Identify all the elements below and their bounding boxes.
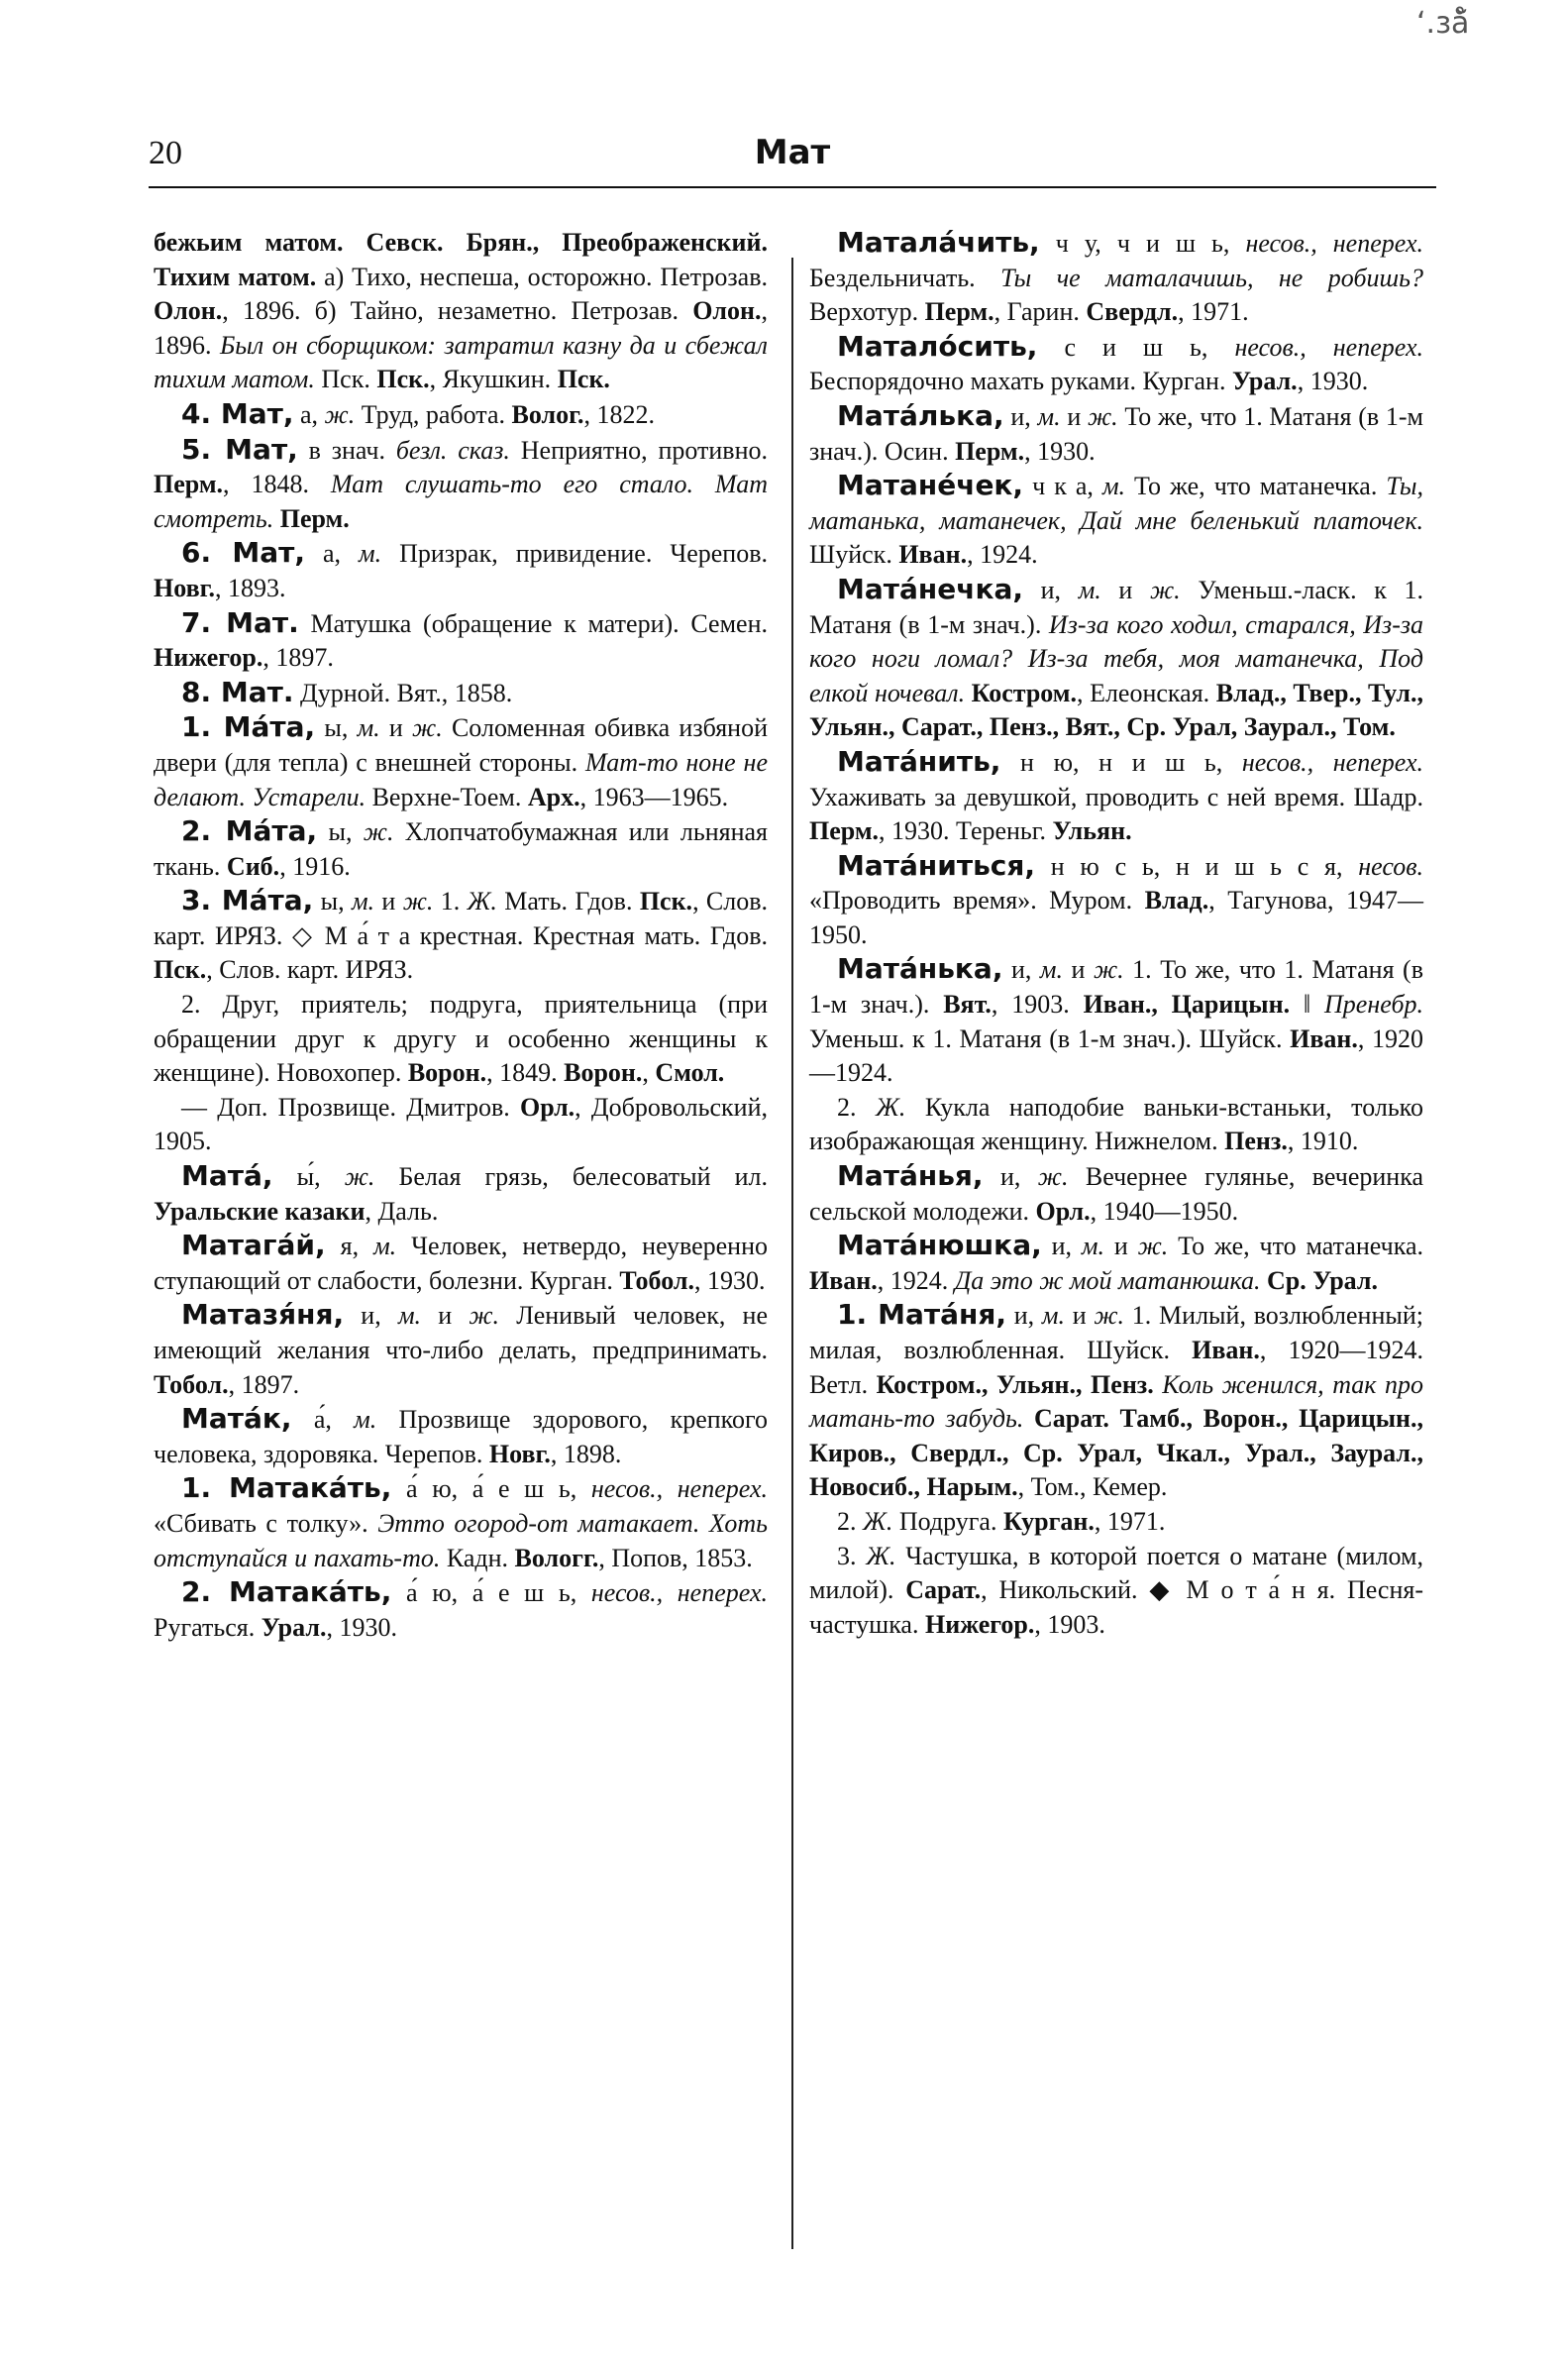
entry-headword: Мата́нюшка, — [837, 1229, 1042, 1262]
entry-text: , — [642, 1058, 656, 1088]
entry-headword: 2. Матака́ть, — [181, 1575, 392, 1609]
entry-text: Ж. — [876, 1092, 906, 1122]
entry-text: н ю, н и ш ь, — [1000, 747, 1242, 777]
entry-text: а) Тихо, неспеша, осторожно. Петрозав. — [316, 262, 768, 291]
entry-headword: Мата́нья, — [837, 1159, 984, 1193]
entry-text: 1. То же, что 1. Матаня (в 1-м знач.). — [809, 955, 1423, 1020]
entry-text: и — [421, 1301, 470, 1331]
entry-text: м. — [1039, 955, 1064, 985]
entry-text: ч к а, — [1023, 472, 1102, 501]
entry-headword: Мата́лька, — [837, 398, 1004, 432]
entry-text: Ты, матанька, матанечек, Дай мне беленький платочек. — [809, 472, 1424, 535]
entry-text: и — [1100, 575, 1150, 604]
entry-text: Матушка (обращение к матери). Семен. — [298, 608, 769, 638]
entry-text: я, — [325, 1232, 374, 1261]
entry-text: Был он сборщиком: затратил казну да и сбежал тихим матом. — [154, 330, 769, 394]
dictionary-entry — [809, 1298, 1423, 1505]
entry-text: , 1920—1924. Ветл. — [809, 1336, 1423, 1399]
entry-text: Уменьш. к 1. Матаня (в 1-м знач.). Шуйск. — [809, 1023, 1291, 1053]
entry-text: ы, — [317, 817, 364, 847]
entry-text: ж. — [1149, 575, 1181, 604]
entry-text: Ругаться. — [154, 1612, 261, 1642]
entry-text: и — [379, 713, 413, 743]
right-column — [809, 226, 1423, 1642]
entry-text: 2. — [837, 1506, 863, 1536]
dictionary-entry — [809, 952, 1423, 1090]
entry-text: , Елеонская. — [1077, 678, 1216, 707]
dictionary-entry — [809, 226, 1423, 330]
entry-text: Вят. — [943, 990, 992, 1020]
entry-text: , 1849. — [486, 1058, 565, 1088]
dictionary-entry — [809, 573, 1423, 745]
entry-text: Мать. Гдов. — [496, 887, 640, 916]
entry-text: , Даль. — [365, 1196, 439, 1226]
entry-headword: Мата́нька, — [837, 952, 1003, 986]
entry-text: Нижегор. — [154, 643, 263, 673]
entry-text: , Том., Кемер. — [1017, 1472, 1168, 1502]
entry-text: и, — [983, 1162, 1038, 1192]
entry-text: м. — [357, 713, 380, 743]
entry-text: , 1897. — [262, 643, 334, 673]
entry-text: , 1896. — [154, 296, 768, 360]
entry-text: Пенз. — [1224, 1127, 1288, 1156]
entry-text: Неприятно, противно. — [509, 435, 768, 465]
dictionary-entry — [154, 1402, 768, 1471]
corner-mark: ‘.зå̆ — [1416, 6, 1470, 41]
entry-text: Орл. — [1035, 1196, 1091, 1226]
entry-headword: Матазя́ня, — [181, 1298, 345, 1332]
left-column — [154, 226, 768, 1645]
column-divider — [791, 258, 793, 2249]
entry-text: , Слов. карт. ИРЯЗ. ◇ М а́ т а крестная. Крестная мать. Гдов. — [154, 887, 769, 950]
entry-text: Свердл. — [1086, 297, 1179, 327]
entry-text: а́ ю, а́ е ш ь, — [391, 1474, 591, 1504]
entry-text: Да это ж мой матанюшка. — [954, 1265, 1261, 1295]
entry-text: м. — [354, 1405, 377, 1435]
entry-text: Урал. — [261, 1612, 327, 1642]
entry-text: Белая грязь, белесоватый ил. — [374, 1162, 768, 1192]
entry-text: Беспорядочно махать руками. Курган. — [809, 367, 1232, 396]
entry-text: и — [374, 887, 403, 916]
entry-text: , Якушкин. — [429, 365, 558, 394]
entry-text: а́ ю, а́ е ш ь, — [391, 1578, 591, 1608]
entry-text: м. — [1078, 575, 1101, 604]
entry-text: , 1848. — [223, 470, 331, 499]
entry-headword: Матане́чек, — [837, 469, 1024, 502]
entry-text: , 1898. — [550, 1439, 622, 1468]
entry-text: Иван. — [898, 540, 968, 570]
entry-text: Сарат. — [905, 1575, 982, 1605]
entry-text: Ср. Урал. — [1267, 1265, 1378, 1295]
entry-text: , 1930. — [326, 1612, 397, 1642]
entry-text: , 1930. — [1297, 367, 1369, 396]
entry-text: , Гарин. — [993, 297, 1087, 327]
entry-text: , 1896. б) Тайно, незаметно. Петрозав. — [222, 296, 693, 326]
entry-text: н ю с ь, н и ш ь с я, — [1035, 851, 1359, 881]
entry-text: , 1893. — [215, 573, 286, 602]
entry-text: м. — [359, 539, 382, 569]
entry-text: Иван. — [1192, 1336, 1260, 1364]
entry-text: несов., неперех. — [1245, 229, 1423, 258]
entry-text: и — [1063, 955, 1094, 985]
entry-text: а, — [304, 539, 359, 569]
entry-text: Перм. — [809, 816, 880, 846]
entry-text: и — [1060, 401, 1088, 431]
entry-text: То же, что матанечка. — [1125, 472, 1387, 501]
entry-text: ж. — [1093, 955, 1124, 985]
entry-text: , 1971. — [1094, 1506, 1166, 1536]
entry-text: , 1903. — [991, 990, 1084, 1020]
entry-text: , 1940—1950. — [1090, 1196, 1239, 1226]
entry-text: , 1920—1924. — [809, 1023, 1423, 1088]
dictionary-entry — [809, 399, 1423, 469]
entry-text: несов., неперех. — [590, 1578, 769, 1608]
entry-text: ы́, — [272, 1162, 345, 1192]
entry-text: Кукла наподобие ваньки-встаньки, только изображающая женщину. Нижнелом. — [809, 1092, 1423, 1156]
entry-text: , 1924. — [877, 1265, 955, 1295]
entry-text: Волог. — [511, 399, 584, 429]
entry-text: Частушка, в которой поется о матане (милом, милой). — [809, 1541, 1423, 1605]
entry-text: Ж. — [866, 1541, 896, 1570]
entry-headword: Мата́нить, — [837, 744, 1001, 778]
entry-headword: Матага́й, — [181, 1229, 326, 1262]
dictionary-entry — [154, 710, 768, 814]
entry-headword: 1. Ма́та, — [181, 710, 316, 744]
entry-text: Новг. — [488, 1439, 551, 1468]
entry-text: Ухаживать за девушкой, проводить с ней время. Шадр. — [809, 782, 1423, 811]
entry-text: м. — [373, 1232, 397, 1261]
dictionary-entry — [154, 676, 768, 711]
entry-headword: 7. Мат. — [181, 605, 299, 639]
dictionary-entry — [154, 536, 768, 605]
entry-text: бежьим матом. Севск. Брян., Преображенский. Тихим матом. — [154, 228, 768, 291]
entry-text: и, — [1002, 955, 1040, 985]
entry-text: , 1930. — [1024, 436, 1096, 466]
entry-text: , 1897. — [228, 1369, 300, 1399]
entry-text: ж. — [344, 1162, 375, 1192]
entry-text: То же, что 1. Матаня (в 1-м знач.). Осин. — [809, 401, 1423, 466]
entry-text: ж. — [412, 713, 443, 743]
entry-text: ж. — [469, 1301, 500, 1331]
dictionary-entry — [154, 1091, 768, 1159]
entry-text: , 1924. — [967, 540, 1038, 570]
entry-text: Подруга. — [892, 1506, 1003, 1536]
entry-text: Олон. — [692, 296, 762, 326]
entry-headword: Матала́чить, — [837, 226, 1040, 259]
page-number: 20 — [149, 135, 182, 171]
dictionary-entry — [809, 330, 1423, 399]
dictionary-entry — [809, 1091, 1423, 1159]
running-head: Мат — [754, 133, 831, 172]
entry-text: ы, — [313, 887, 352, 916]
dictionary-entry — [154, 1298, 768, 1402]
entry-text: м. — [397, 1301, 422, 1331]
dictionary-entry — [809, 1229, 1423, 1298]
dictionary-entry — [154, 814, 768, 884]
entry-text: , Никольский. ◆ М о т а́ н я. Песня-частушка. — [809, 1575, 1423, 1639]
entry-headword: 8. Мат. — [181, 675, 294, 708]
entry-text: , Попов, 1853. — [598, 1543, 753, 1572]
entry-text: Тобол. — [154, 1369, 229, 1399]
entry-text: Труд, работа. — [355, 399, 512, 429]
entry-text: Верхотур. — [809, 297, 925, 327]
entry-text: и — [1103, 1232, 1138, 1261]
entry-text: Ворон. — [407, 1058, 487, 1088]
entry-text: Костром., Ульян., Пенз. — [876, 1369, 1154, 1399]
entry-text: Сарат. Тамб., Ворон., Царицын., Киров., Свердл., Ср. Урал, Чкал., Урал., Заурал., Новосиб., Нарым. — [809, 1404, 1423, 1502]
entry-text: ж. — [1037, 1162, 1069, 1192]
entry-text: безл. сказ. — [395, 435, 510, 465]
entry-headword: 1. Матака́ть, — [181, 1471, 392, 1505]
entry-text: Ульян. — [1052, 816, 1132, 846]
dictionary-entry — [154, 226, 768, 397]
dictionary-entry — [809, 745, 1423, 849]
entry-text: , 1822. — [583, 399, 655, 429]
entry-text: Ворон. — [564, 1058, 643, 1088]
entry-headword: 2. Ма́та, — [181, 814, 318, 848]
entry-text: несов. — [1358, 851, 1423, 881]
entry-text: Курган. — [1002, 1506, 1095, 1536]
entry-headword: Мата́ниться, — [837, 848, 1035, 882]
entry-text: «Сбивать с толку». — [154, 1508, 378, 1538]
entry-text: а́, — [291, 1405, 355, 1435]
entry-text: , 1930. — [693, 1265, 766, 1295]
entry-text: Сиб. — [226, 851, 280, 881]
entry-text: 2. — [837, 1092, 876, 1122]
entry-text: ж. — [324, 399, 356, 429]
dictionary-entry — [809, 1505, 1423, 1540]
entry-text: м. — [351, 887, 375, 916]
entry-text: Мат слушать-то его стало. Мат смотреть. — [154, 470, 768, 533]
entry-text: Мат-то ноне не делают. Устарели. — [154, 747, 768, 811]
entry-text: , 1930. Тереньг. — [879, 816, 1053, 846]
entry-text: несов., неперех. — [1241, 747, 1423, 777]
entry-text: Перм. — [924, 297, 994, 327]
entry-text: Тобол. — [619, 1265, 694, 1295]
entry-headword: Мата́нечка, — [837, 572, 1023, 605]
entry-text: Коль женился, так про матань-то забудь. — [809, 1369, 1423, 1434]
entry-text: ж. — [363, 817, 394, 847]
entry-text: м. — [1081, 1232, 1104, 1261]
entry-text: , Тагунова, 1947—1950. — [809, 886, 1423, 949]
entry-text: Из-за кого ходил, старался, Из-за кого ноги ломал? Из-за тебя, моя матанечка, Под елкой ночевал. — [809, 609, 1424, 707]
entry-text: Призрак, привидение. Черепов. — [381, 539, 768, 569]
entry-text: несов., неперех. — [590, 1474, 769, 1504]
entry-text: Соломенная обивка избяной двери (для тепла) с внешней стороны. — [154, 713, 768, 777]
entry-text: Ты че маталачишь, не робишь? — [1000, 263, 1423, 292]
entry-text: Пск. — [557, 365, 610, 394]
entry-text: Костром. — [971, 678, 1078, 707]
entry-headword: 1. Мата́ня, — [837, 1298, 1006, 1332]
entry-headword: Мата́, — [181, 1159, 273, 1193]
entry-headword: 6. Мат, — [181, 536, 305, 570]
entry-text: Пск. — [314, 365, 377, 394]
entry-text: , 1910. — [1287, 1127, 1359, 1156]
entry-text: ж. — [1087, 401, 1118, 431]
entry-text: ж. — [402, 887, 434, 916]
entry-text: , 1971. — [1178, 297, 1249, 327]
entry-text: 3. — [837, 1541, 867, 1570]
entry-text: , Слов. карт. ИРЯЗ. — [206, 955, 414, 985]
entry-text: м. — [1101, 472, 1126, 501]
entry-headword: Мата́к, — [181, 1402, 292, 1436]
entry-text: Иван., Царицын. — [1083, 990, 1291, 1020]
entry-text: Ж. — [863, 1506, 893, 1536]
entry-text: , Добровольский, 1905. — [154, 1092, 768, 1156]
entry-text: Уральские казаки — [154, 1196, 366, 1226]
entry-text: , 1963—1965. — [579, 782, 729, 811]
entry-text: Иван. — [809, 1265, 878, 1295]
entry-text: , 1903. — [1034, 1609, 1105, 1639]
dictionary-entry — [809, 469, 1423, 573]
dictionary-entry — [809, 849, 1423, 953]
entry-text: Прозвище здорового, крепкого человека, здоровяка. Черепов. — [154, 1405, 769, 1468]
entry-text: Иван. — [1290, 1023, 1358, 1053]
entry-text: Урал. — [1231, 367, 1298, 396]
entry-text: Уменьш.-ласк. к 1. Матаня (в 1-м знач.). — [809, 575, 1423, 639]
entry-text: Перм. — [279, 503, 350, 533]
entry-text: Ленивый человек, не имеющий желания что-либо делать, предпринимать. — [154, 1301, 769, 1364]
dictionary-entry — [154, 606, 768, 676]
entry-text: в знач. — [297, 435, 396, 465]
entry-text: — Доп. Прозвище. Дмитров. — [181, 1092, 521, 1122]
entry-text — [1023, 1404, 1034, 1433]
entry-text: ж. — [1094, 1301, 1125, 1331]
entry-text: Арх. — [527, 782, 580, 811]
entry-text: Кадн. — [440, 1543, 515, 1572]
entry-text: Орл. — [520, 1092, 575, 1122]
entry-text: Пск. — [154, 955, 207, 985]
entry-text: и, — [1041, 1232, 1082, 1261]
entry-text: несов., неперех. — [1234, 332, 1423, 362]
entry-text: Смол. — [655, 1058, 725, 1088]
entry-text: Человек, нетвердо, неуверенно ступающий от слабости, болезни. Курган. — [154, 1232, 768, 1295]
dictionary-entry — [809, 1159, 1423, 1229]
entry-text: Влад., Твер., Тул., Ульян., Сарат., Пенз., Вят., Ср. Урал, Заурал., Том. — [809, 678, 1424, 742]
dictionary-entry — [154, 1575, 768, 1645]
entry-text: а, — [293, 399, 325, 429]
entry-text: Перм. — [154, 470, 224, 499]
entry-text: Шуйск. — [809, 540, 899, 570]
entry-text: То же, что матанечка. — [1168, 1232, 1423, 1261]
entry-text: Вологг. — [514, 1543, 599, 1572]
entry-text: 1. — [433, 887, 468, 916]
entry-text: м. — [1041, 1301, 1065, 1331]
entry-text: Олон. — [154, 296, 223, 326]
dictionary-entry — [154, 397, 768, 433]
entry-text: Вечернее гулянье, вечеринка сельской молодежи. — [809, 1162, 1423, 1226]
entry-text: «Проводить время». Муром. — [809, 886, 1145, 916]
entry-text: , 1916. — [279, 851, 351, 881]
entry-text: 2. Друг, приятель; подруга, приятельница (при обращении друг к другу и особенно женщины к женщине). Новохопер. — [154, 990, 768, 1088]
entry-text: Новг. — [154, 573, 215, 602]
entry-text: м. — [1037, 401, 1061, 431]
entry-text: и, — [1003, 401, 1038, 431]
dictionary-entry — [154, 433, 768, 537]
entry-text: Пренебр. — [1324, 990, 1424, 1020]
entry-text: Хлопчатобумажная или льняная ткань. — [154, 817, 768, 881]
dictionary-entry — [809, 1540, 1423, 1643]
dictionary-entry — [154, 1471, 768, 1575]
entry-text: Ж. — [467, 887, 497, 916]
entry-text: и, — [1022, 575, 1079, 604]
page-header — [149, 127, 1436, 188]
entry-text: ы, — [315, 713, 358, 743]
dictionary-entry — [154, 1159, 768, 1229]
entry-headword: 4. Мат, — [181, 396, 294, 430]
dictionary-entry — [154, 1229, 768, 1298]
entry-headword: 3. Ма́та, — [181, 884, 314, 917]
entry-text: ‖ — [1290, 990, 1325, 1020]
dictionary-entry — [154, 988, 768, 1091]
entry-text: Дурной. Вят., 1858. — [293, 678, 513, 707]
entry-text: и, — [1005, 1301, 1042, 1331]
entry-text: Влад. — [1144, 886, 1209, 916]
entry-text: Нижегор. — [924, 1609, 1035, 1639]
dictionary-entry — [154, 884, 768, 988]
entry-text: ж. — [1137, 1232, 1169, 1261]
entry-text: 1. Милый, возлюбленный; милая, возлюбленная. Шуйск. — [809, 1301, 1423, 1364]
entry-text: Пск. — [376, 365, 430, 394]
entry-text: с и ш ь, — [1037, 332, 1235, 362]
entry-text: и, — [344, 1301, 398, 1331]
entry-text: Пск. — [639, 887, 693, 916]
entry-text: Этто огород-от матакает. Хоть отступайся и пахать-то. — [154, 1508, 768, 1572]
entry-text: Верхне-Тоем. — [366, 782, 528, 811]
entry-text: и — [1064, 1301, 1095, 1331]
entry-text: Бездельничать. — [809, 263, 1001, 292]
entry-headword: 5. Мат, — [181, 432, 298, 466]
entry-headword: Матало́сить, — [837, 329, 1038, 363]
entry-text: Перм. — [955, 436, 1025, 466]
entry-text: ч у, ч и ш ь, — [1039, 229, 1246, 258]
